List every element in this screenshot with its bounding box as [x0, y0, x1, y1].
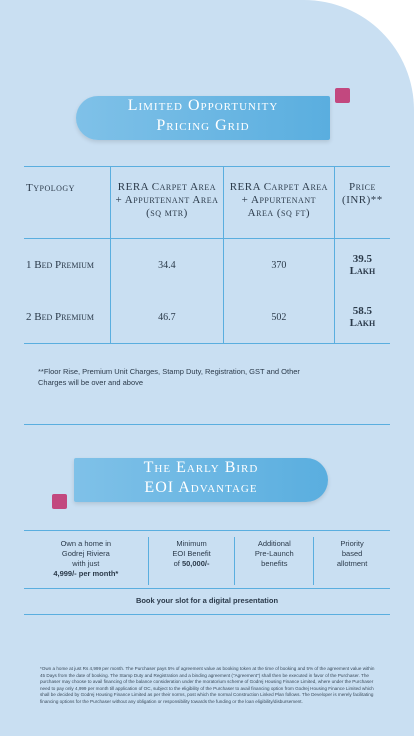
pricing-table	[24, 166, 390, 344]
advantage-prelaunch: Additional Pre-Launch benefits	[235, 537, 314, 585]
advantage-priority: Priority based allotment	[336, 539, 368, 568]
cell-sq-ft: 502	[223, 291, 334, 344]
cell-price: 39.5 Lakh	[349, 253, 376, 277]
header-price: Price (INR)**	[334, 167, 390, 239]
header-typology: Typology	[24, 167, 111, 239]
header-sq-ft: RERA Carpet Area + Appurtenant Area (sq ft)	[223, 167, 334, 239]
banner-title-line1: Limited Opportunity	[127, 97, 279, 114]
book-slot-text: Book your slot for a digital presentation	[135, 596, 279, 605]
header-sq-mtr: RERA Carpet Area + Appurtenant Area (sq mtr)	[111, 167, 224, 239]
pricing-grid-banner	[76, 96, 330, 140]
disclaimer-text: *Own a home at just Rs 4,999 per month. The Purchaser pays 5% of agreement value as booking token at the time of booking and 5% of the agreement value within 45 Days from the date of booking. The Stamp Duty and Registration and a binding agreement ("Agreement") shall then be executed in favor of the Purchaser. The purchaser may choose to avail financing of the balance consideration under the moratorium scheme of Godrej Housing Finance Limited, where under the Purchaser need to pay only 4,999 per month till application of OC, subject to the eligibility of the Purchaser to avail financing option from Godrej Housing Finance Limited which shall be decided by Godrej Housing Finance Limited as per their norms, post which the normal Construction Linked Plan follows. The Developer is merely facilitating financing options for the Purchaser without any obligation or responsibility towards the funding or the loan eligibility/disbursement.	[40, 666, 375, 704]
advantage-monthly: Own a home in Godrej Riviera with just 4,999/- per month*	[24, 537, 149, 585]
cell-typology: 2 Bed Premium	[24, 291, 111, 344]
cell-price: 58.5 Lakh	[334, 291, 390, 344]
table-row	[24, 291, 390, 344]
divider	[24, 614, 390, 615]
banner-title-line2: Pricing Grid	[156, 117, 250, 134]
banner-title-line1: The Early Bird	[143, 459, 259, 476]
decorative-square	[52, 494, 67, 509]
table-header-row	[24, 167, 390, 239]
divider	[24, 588, 390, 589]
advantages-row	[24, 537, 390, 585]
cell-sq-mtr: 34.4	[111, 239, 224, 292]
decorative-square	[335, 88, 350, 103]
charges-note: **Floor Rise, Premium Unit Charges, Stamp Duty, Registration, GST and Other Charges will be over and above	[38, 367, 300, 387]
cell-sq-mtr: 46.7	[111, 291, 224, 344]
divider	[24, 530, 390, 531]
cell-sq-ft: 370	[223, 239, 334, 292]
divider	[24, 424, 390, 425]
table-row	[24, 239, 390, 292]
advantage-eoi-benefit: Minimum EOI Benefit of 50,000/-	[149, 537, 236, 585]
eoi-advantage-banner	[74, 458, 328, 502]
banner-title-line2: EOI Advantage	[144, 479, 258, 496]
cell-typology: 1 Bed Premium	[26, 259, 95, 271]
